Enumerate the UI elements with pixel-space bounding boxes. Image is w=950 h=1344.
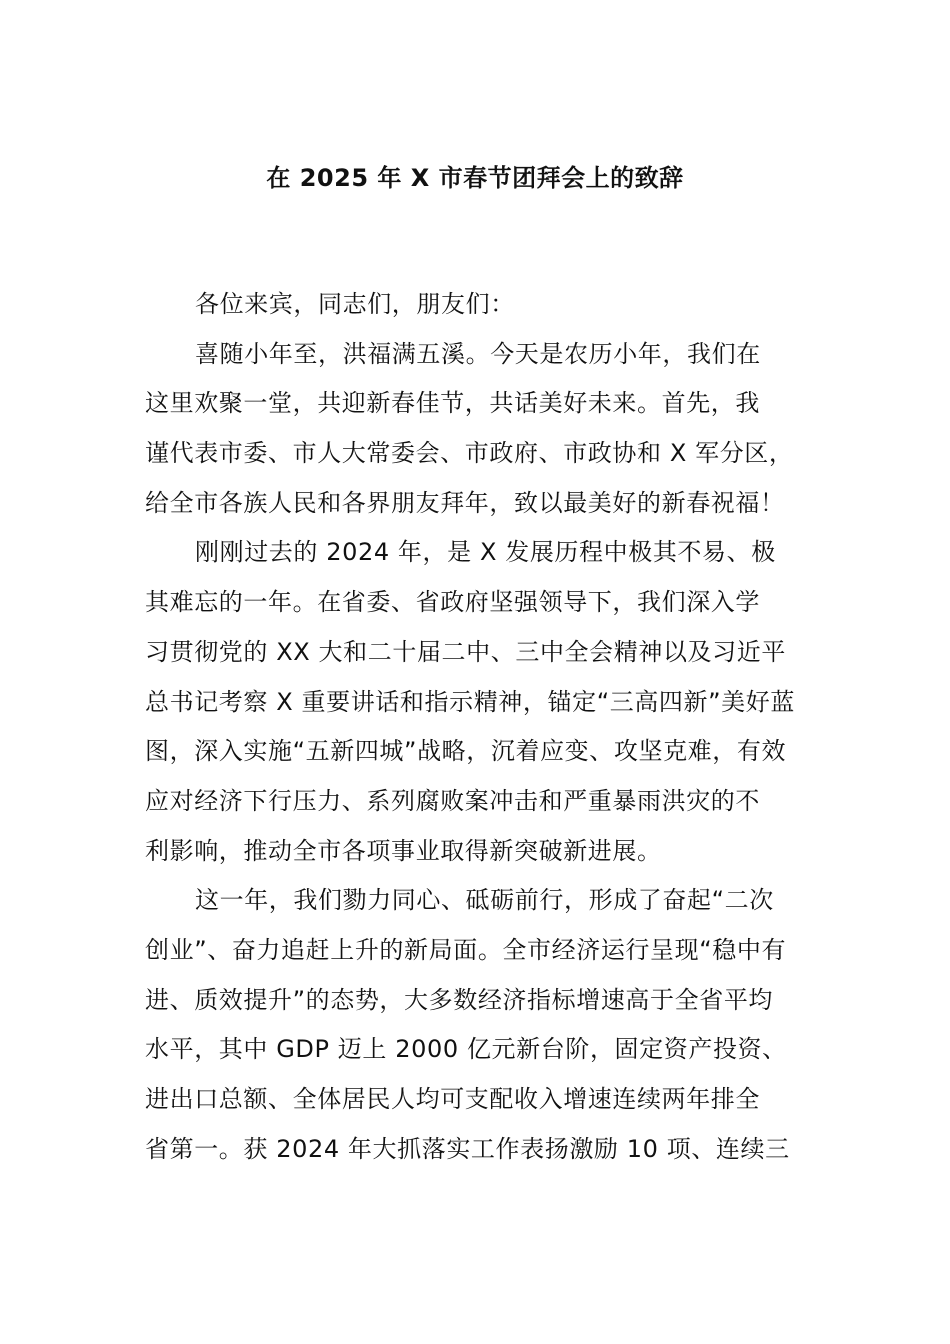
text-line: 水平，其中 GDP 迈上 2000 亿元新台阶，固定资产投资、 [145, 1035, 787, 1064]
text-line: 喜随小年至，洪福满五溪。今天是农历小年，我们在 [195, 339, 761, 368]
text-line: 这里欢聚一堂，共迎新春佳节，共话美好未来。首先，我 [145, 389, 760, 418]
text-line: 给全市各族人民和各界朋友拜年，致以最美好的新春祝福！ [145, 488, 785, 517]
text-line: 应对经济下行压力、系列腐败案冲击和严重暴雨洪灾的不 [145, 786, 760, 815]
text-line: 图，深入实施“五新四城”战略，沉着应变、攻坚克难，有效 [145, 737, 787, 766]
text-line: 这一年，我们勠力同心、砥砺前行，形成了奋起“二次 [195, 886, 774, 915]
text-line: 创业”、奋力追赶上升的新局面。全市经济运行呈现“稳中有 [145, 935, 787, 964]
text-line: 谨代表市委、市人大常委会、市政府、市政协和 X 军分区， [145, 439, 794, 468]
text-line: 进、质效提升”的态势，大多数经济指标增速高于全省平均 [145, 985, 774, 1014]
text-line: 其难忘的一年。在省委、省政府坚强领导下，我们深入学 [145, 588, 760, 617]
text-line: 进出口总额、全体居民人均可支配收入增速连续两年排全 [145, 1085, 760, 1113]
document-body [145, 280, 835, 1174]
document-title: 在 2025 年 X 市春节团拜会上的致辞 [266, 164, 684, 192]
text-line: 习贯彻党的 XX 大和二十届二中、三中全会精神以及习近平 [145, 637, 786, 666]
text-line: 各位来宾，同志们，朋友们： [195, 290, 515, 318]
text-line: 省第一。获 2024 年大抓落实工作表扬激励 10 项、连续三 [145, 1134, 790, 1163]
text-line: 刚刚过去的 2024 年，是 X 发展历程中极其不易、极 [195, 538, 776, 567]
text-line: 利影响，推动全市各项事业取得新突破新进展。 [145, 836, 662, 865]
text-line: 总书记考察 X 重要讲话和指示精神，锚定“三高四新”美好蓝 [145, 687, 795, 716]
